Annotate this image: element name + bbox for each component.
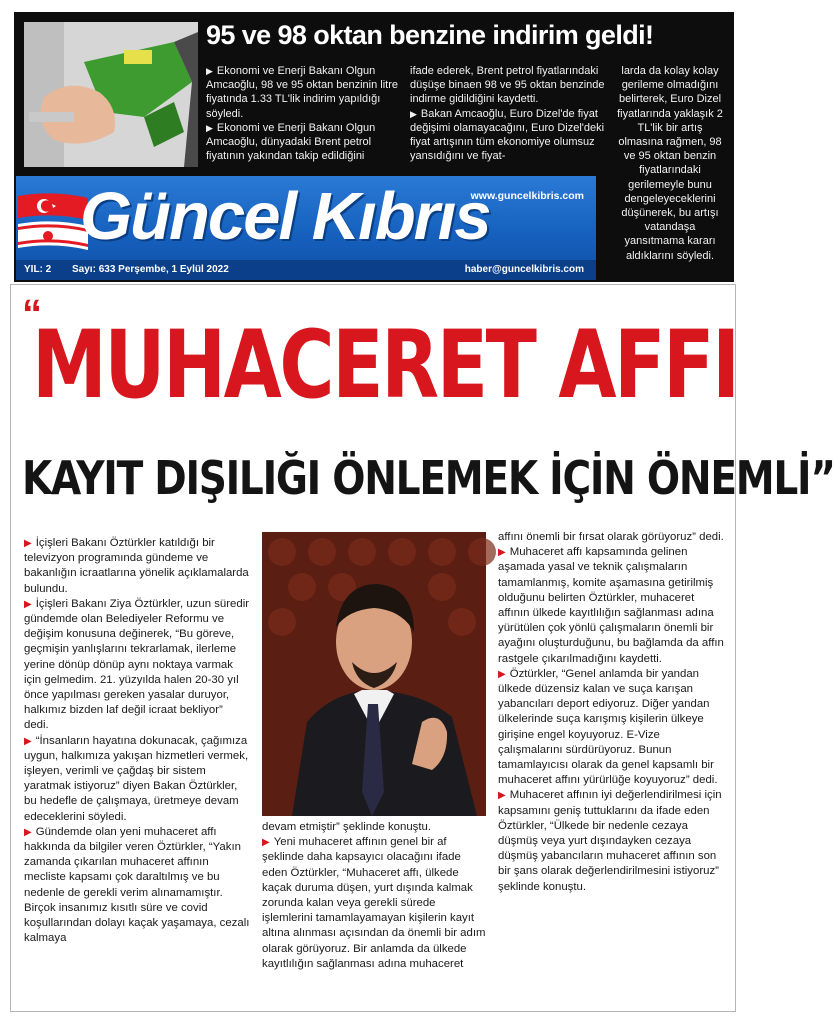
bullet-triangle-icon: ▶ [24,598,32,610]
bullet-triangle-icon: ▶ [262,837,270,849]
article-text: “İnsanların hayatına dokunacak, çağımıza uygun, halkımıza yakışan hizmetleri vermek, işleyen, verimli ve çağdaş bir sistem yaratmak istiyoruz” diyen Bakan Öztürkler, bu hedefle de çalışmaya, üretmeye devam edeceklerini söyledi. [24,734,249,823]
top-story-text: Ekonomi ve Enerji Bakanı Olgun Amcaoğlu, 98 ve 95 oktan benzinin litre fiyatında 1.33 TL'lik indirim yapıldığı söyledi. [206,65,399,120]
top-story-column-1 [206,64,402,163]
article-column-1 [24,536,250,946]
issue-meta-bar [16,260,596,280]
main-subheadline: KAYIT DIŞILIĞI ÖNLEMEK İÇİN ÖNEMLİ” [22,451,835,505]
bullet-triangle-icon: ▶ [24,538,32,549]
issue-date: Sayı: 633 Perşembe, 1 Eylül 2022 [72,264,229,275]
bullet-triangle-icon: ▶ [498,668,506,680]
bullet-triangle-icon: ▶ [498,790,506,802]
article-paragraph [498,667,724,789]
email-link[interactable]: haber@guncelkibris.com [464,264,584,275]
article-column-2 [262,820,488,972]
bullet-triangle-icon: ▶ [206,66,213,76]
minister-photo [262,532,486,816]
top-story-column-3: larda da kolay kolay gerileme olmadığını belirterek, Euro Dizel fiyatlarında yaklaşık 2 TL'lik bir artış olmasına rağmen, 98 ve 95 oktan benzin fiyatlarındaki gerilemeyle bunu dengeleyeceklerini düşünerek, bu artışı vatandaşa yansıtmama kararı aldıklarını söyledi. [617,65,723,262]
article-paragraph [498,545,724,667]
article-text: affını önemli bir fırsat olarak görüyoruz” dedi. [498,531,724,543]
flags-icon [18,190,88,252]
website-link[interactable]: www.guncelkibris.com [470,190,584,202]
top-story-paragraph [410,107,606,164]
top-story-text: Bakan Amcaoğlu, Euro Dizel'de fiyat değişimi olamayacağını, Euro Dizel'deki fiyat artışının tüm ekonomiye olumsuz yansıdığını ve fiyat- [410,107,605,163]
article-text: devam etmiştir” şeklinde konuştu. [262,821,432,833]
brand-logo: Güncel Kıbrıs [80,179,490,254]
article-text: Öztürkler, “Genel anlamda bir yandan ülkede düzensiz kalan ve suça karışan yabancıları deport ediyoruz. Diğer yandan ülkelerinde suça karışmış kişilerin ülkeye girişine engel koyuyoruz. E-Vize çalışmalarını sürdürüyoruz. Bunun tamamlayıcısı olarak da genel kapsamlı bir muhaceret affını yürürlüğe koyuyoruz” dedi. [498,667,718,787]
article-text: İçişleri Bakanı Ziya Öztürkler, uzun süredir gündemde olan Belediyeler Reformu ve değişim konusuna değinerek, “Bu göreve, geçmişin yanlışlarını tekrarlamak, ilerleme yerine dönüp dönüp aynı noktaya varmak için gelmedim. 21. yüzyılda halen 20-30 yıl önce yapılması gereken yasalar duruyor, halkımız bizden laf değil icraat bekliyor” dedi. [24,597,250,732]
article-text: Gündemde olan yeni muhaceret affı hakkında da bilgiler veren Öztürkler, “Yakın zamanda çıkarılan muhaceret affının mecliste kapsamı çok daraltılmış ve bu nedenle de gerekli verim alınamamıştır. Birçok insanımız kısıtlı süre ve covid koşullarından dolayı kaçak yaşamaya, cezalı kalmaya [24,825,250,945]
year-label: YIL: 2 [24,264,52,275]
bullet-triangle-icon: ▶ [206,122,213,133]
article-paragraph [24,734,250,825]
main-headline: MUHACERET AFFI [32,311,738,420]
fuel-nozzle-photo [24,22,198,167]
article-column-3 [498,530,724,895]
top-story-paragraph [410,64,606,107]
bullet-triangle-icon: ▶ [410,108,417,119]
top-story-text: Ekonomi ve Enerji Bakanı Olgun Amcaoğlu, dünyadaki Brent petrol fiyatının yakından takip edildiğini [206,121,376,163]
bullet-triangle-icon: ▶ [498,547,506,559]
article-paragraph [262,835,488,972]
article-paragraph [498,530,724,545]
bullet-triangle-icon: ▶ [24,735,32,747]
masthead [16,176,596,280]
article-paragraph [24,597,250,734]
top-story-paragraph [206,64,402,121]
article-text: Yeni muhaceret affının genel bir af şeklinde daha kapsayıcı olacağını ifade eden Öztürkler, “Muhaceret affı, ülkede kaçak duruma düşen, yurt dışında kalmak zorunda kalan veya gerekli sürede işlemlerini tamamlayamayan kişilerin kayıt altına alınması açısından da önemli bir adım olarak görüyoruz. Bir anlamda da ülkede kayıtlılığın sağlanması adına muhaceret [262,836,486,970]
top-story-text: ifade ederek, Brent petrol fiyatlarındaki düşüşe binaen 98 ve 95 oktan benzinde indirme gidildiğini kaydetti. [410,65,605,106]
article-text: İçişleri Bakanı Öztürkler katıldığı bir televizyon programında gündeme ve bakanlığın icraatlarına yönelik açıklamalarda bulundu. [24,537,249,595]
issue-info [24,264,247,275]
article-text: Muhaceret affı kapsamında gelinen aşamada yasal ve teknik çalışmaların tamamlanmış, komite aşamasına getirilmiş olduğunu belirten Öztürkler, muhaceret affının ülkede kayıtlılığın sağlanması adına yürütülen çok yönlü çalışmaların önemli bir ayağını oluşturduğunu, bu bağlamda da affın rastgele çıkarılmadığını kaydetti. [498,546,724,665]
top-story-column-2 [410,64,606,163]
article-paragraph [262,820,488,835]
fuel-nozzle-illustration [24,22,198,167]
article-paragraph [24,825,250,947]
article-text: Muhaceret affının iyi değerlendirilmesi için kapsamını geniş tuttuklarını da ifade eden Öztürkler, “Ülkede bir nedenle cezaya düşmüş veya yurt dışındayken cezaya düşmüş yabancıların muhaceret affının son bir şans olarak değerlendirilmesini istiyoruz” şeklinde konuştu. [498,789,722,893]
top-story-paragraph [206,121,402,164]
bullet-triangle-icon: ▶ [24,826,32,838]
top-story-headline: 95 ve 98 oktan benzine indirim geldi! [206,20,654,50]
article-paragraph [498,788,724,894]
article-paragraph [24,536,250,597]
opening-quote-mark: “ [22,292,42,336]
